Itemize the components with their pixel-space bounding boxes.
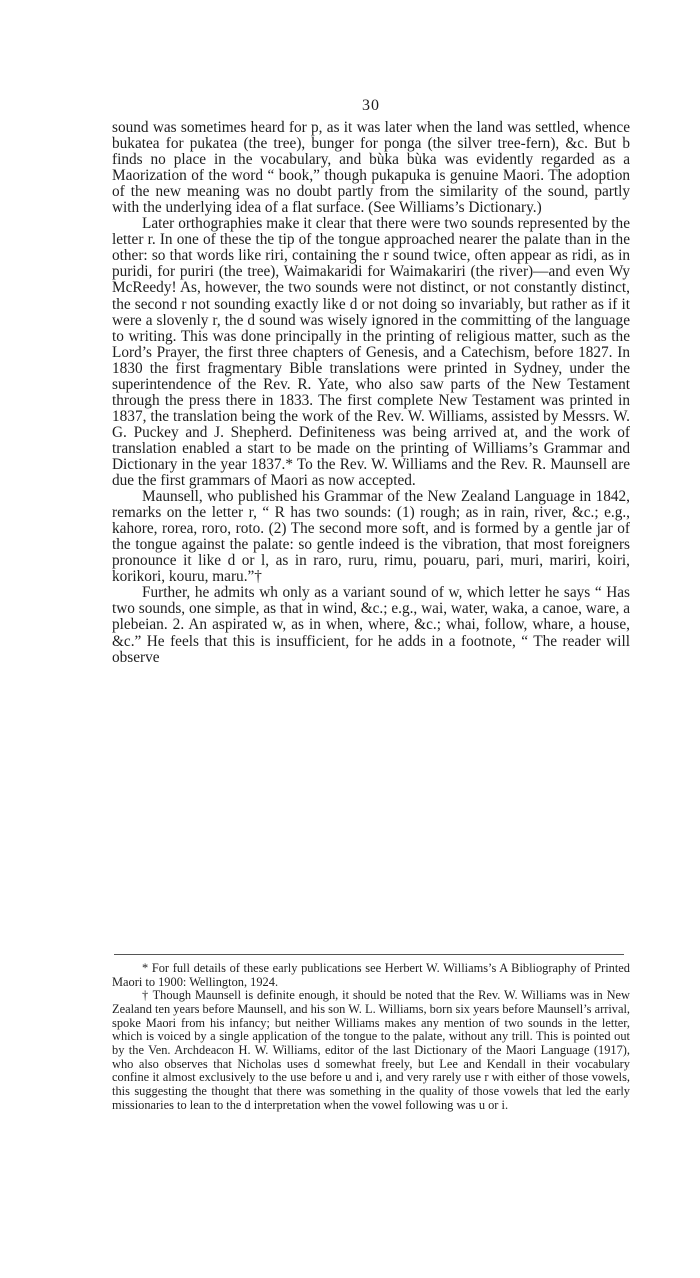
paragraph-3: Maunsell, who published his Grammar of the New Zealand Language in 1842, remarks on the letter r, “ R has two sounds: (1) rough; as in rain, river, &c.; e.g., kahore, rorea, roro, roto. (2) The second more soft, and is formed by a gentle jar of the tongue against the palate: so gentle indeed is the vibration, that most foreigners pronounce it like d or l, as in raro, ruru, rimu, pouaru, pari, muri, mariri, koiri, korikori, kouru, maru.”† xyxy=(112,488,630,586)
paragraph-2: Later orthographies make it clear that there were two sounds represented by the letter r. In one of these the tip of the tongue approached nearer the palate than in the other: so that words like riri, containing the r sound twice, often appear as ridi, as in puridi, for puriri (the tree), Waimakaridi for Waimakariri (the river)—and even Wy McReedy! As, however, the two sounds were not distinct, or not constantly distinct, the second r not sounding exactly like d or not doing so invariably, but rather as if it were a slovenly r, the d sound was wisely ignored in the committing of the language to writing. This was done principally in the printing of religious matter, such as the Lord’s Prayer, the first three chapters of Genesis, and a Catechism, before 1827. In 1830 the first fragmentary Bible translations were printed in Sydney, under the superintendence of the Rev. R. Yate, who also saw parts of the New Testament through the press there in 1833. The first complete New Testament was printed in 1837, the translation being the work of the Rev. W. Williams, assisted by Messrs. W. G. Puckey and J. Shepherd. Definiteness was being arrived at, and the work of translation enabled a start to be made on the printing of Williams’s Grammar and Dictionary in the year 1837.* To the Rev. W. Williams and the Rev. R. Maunsell are due the first grammars of Maori as now accepted. xyxy=(112,215,630,490)
footnote-2: † Though Maunsell is definite enough, it should be noted that the Rev. W. Williams was in New Zealand ten years before Maunsell, and his son W. L. Williams, born six years before Maunsell’s arrival, spoke Maori from his infancy; but neither Williams makes any mention of two sounds in the letter, which is voiced by a single application of the tongue to the palate, without any trill. This is pointed out by the Ven. Archdeacon H. W. Williams, editor of the last Dictionary of the Maori Language (1917), who also observes that Nicholas uses d somewhat freely, but Lee and Kendall in their vocabulary confine it almost exclusively to the use before u and i, and very rarely use r with either of those vowels, this suggesting the thought that there was something in the quality of those vowels that led the early missionaries to lean to the d interpretation when the vowel following was u or i. xyxy=(112,988,630,1112)
body-text xyxy=(112,120,630,666)
page-number: 30 xyxy=(362,97,380,114)
paragraph-4: Further, he admits wh only as a variant sound of w, which letter he says “ Has two sounds, one simple, as that in wind, &c.; e.g., wai, water, waka, a canoe, ware, a plebeian. 2. An aspirated w, as in when, where, &c.; whai, follow, whare, a house, &c.” He feels that this is insufficient, for he adds in a footnote, “ The reader will observe xyxy=(112,584,630,666)
footnote-1: * For full details of these early publications see Herbert W. Williams’s A Bibliography of Printed Maori to 1900: Wellington, 1924. xyxy=(112,961,630,989)
footnotes xyxy=(112,962,630,1112)
paragraph-1: sound was sometimes heard for p, as it was later when the land was settled, whence bukatea for pukatea (the tree), bunger for ponga (the silver tree-fern), &c. But b finds no place in the vocabulary, and bùka bùka was evidently regarded as a Maorization of the word “ book,” though pukapuka is genuine Maori. The adoption of the new meaning was no doubt partly from the similarity of the sound, partly with the underlying idea of a flat surface. (See Williams’s Dictionary.) xyxy=(112,119,630,217)
footnote-divider xyxy=(114,954,624,955)
